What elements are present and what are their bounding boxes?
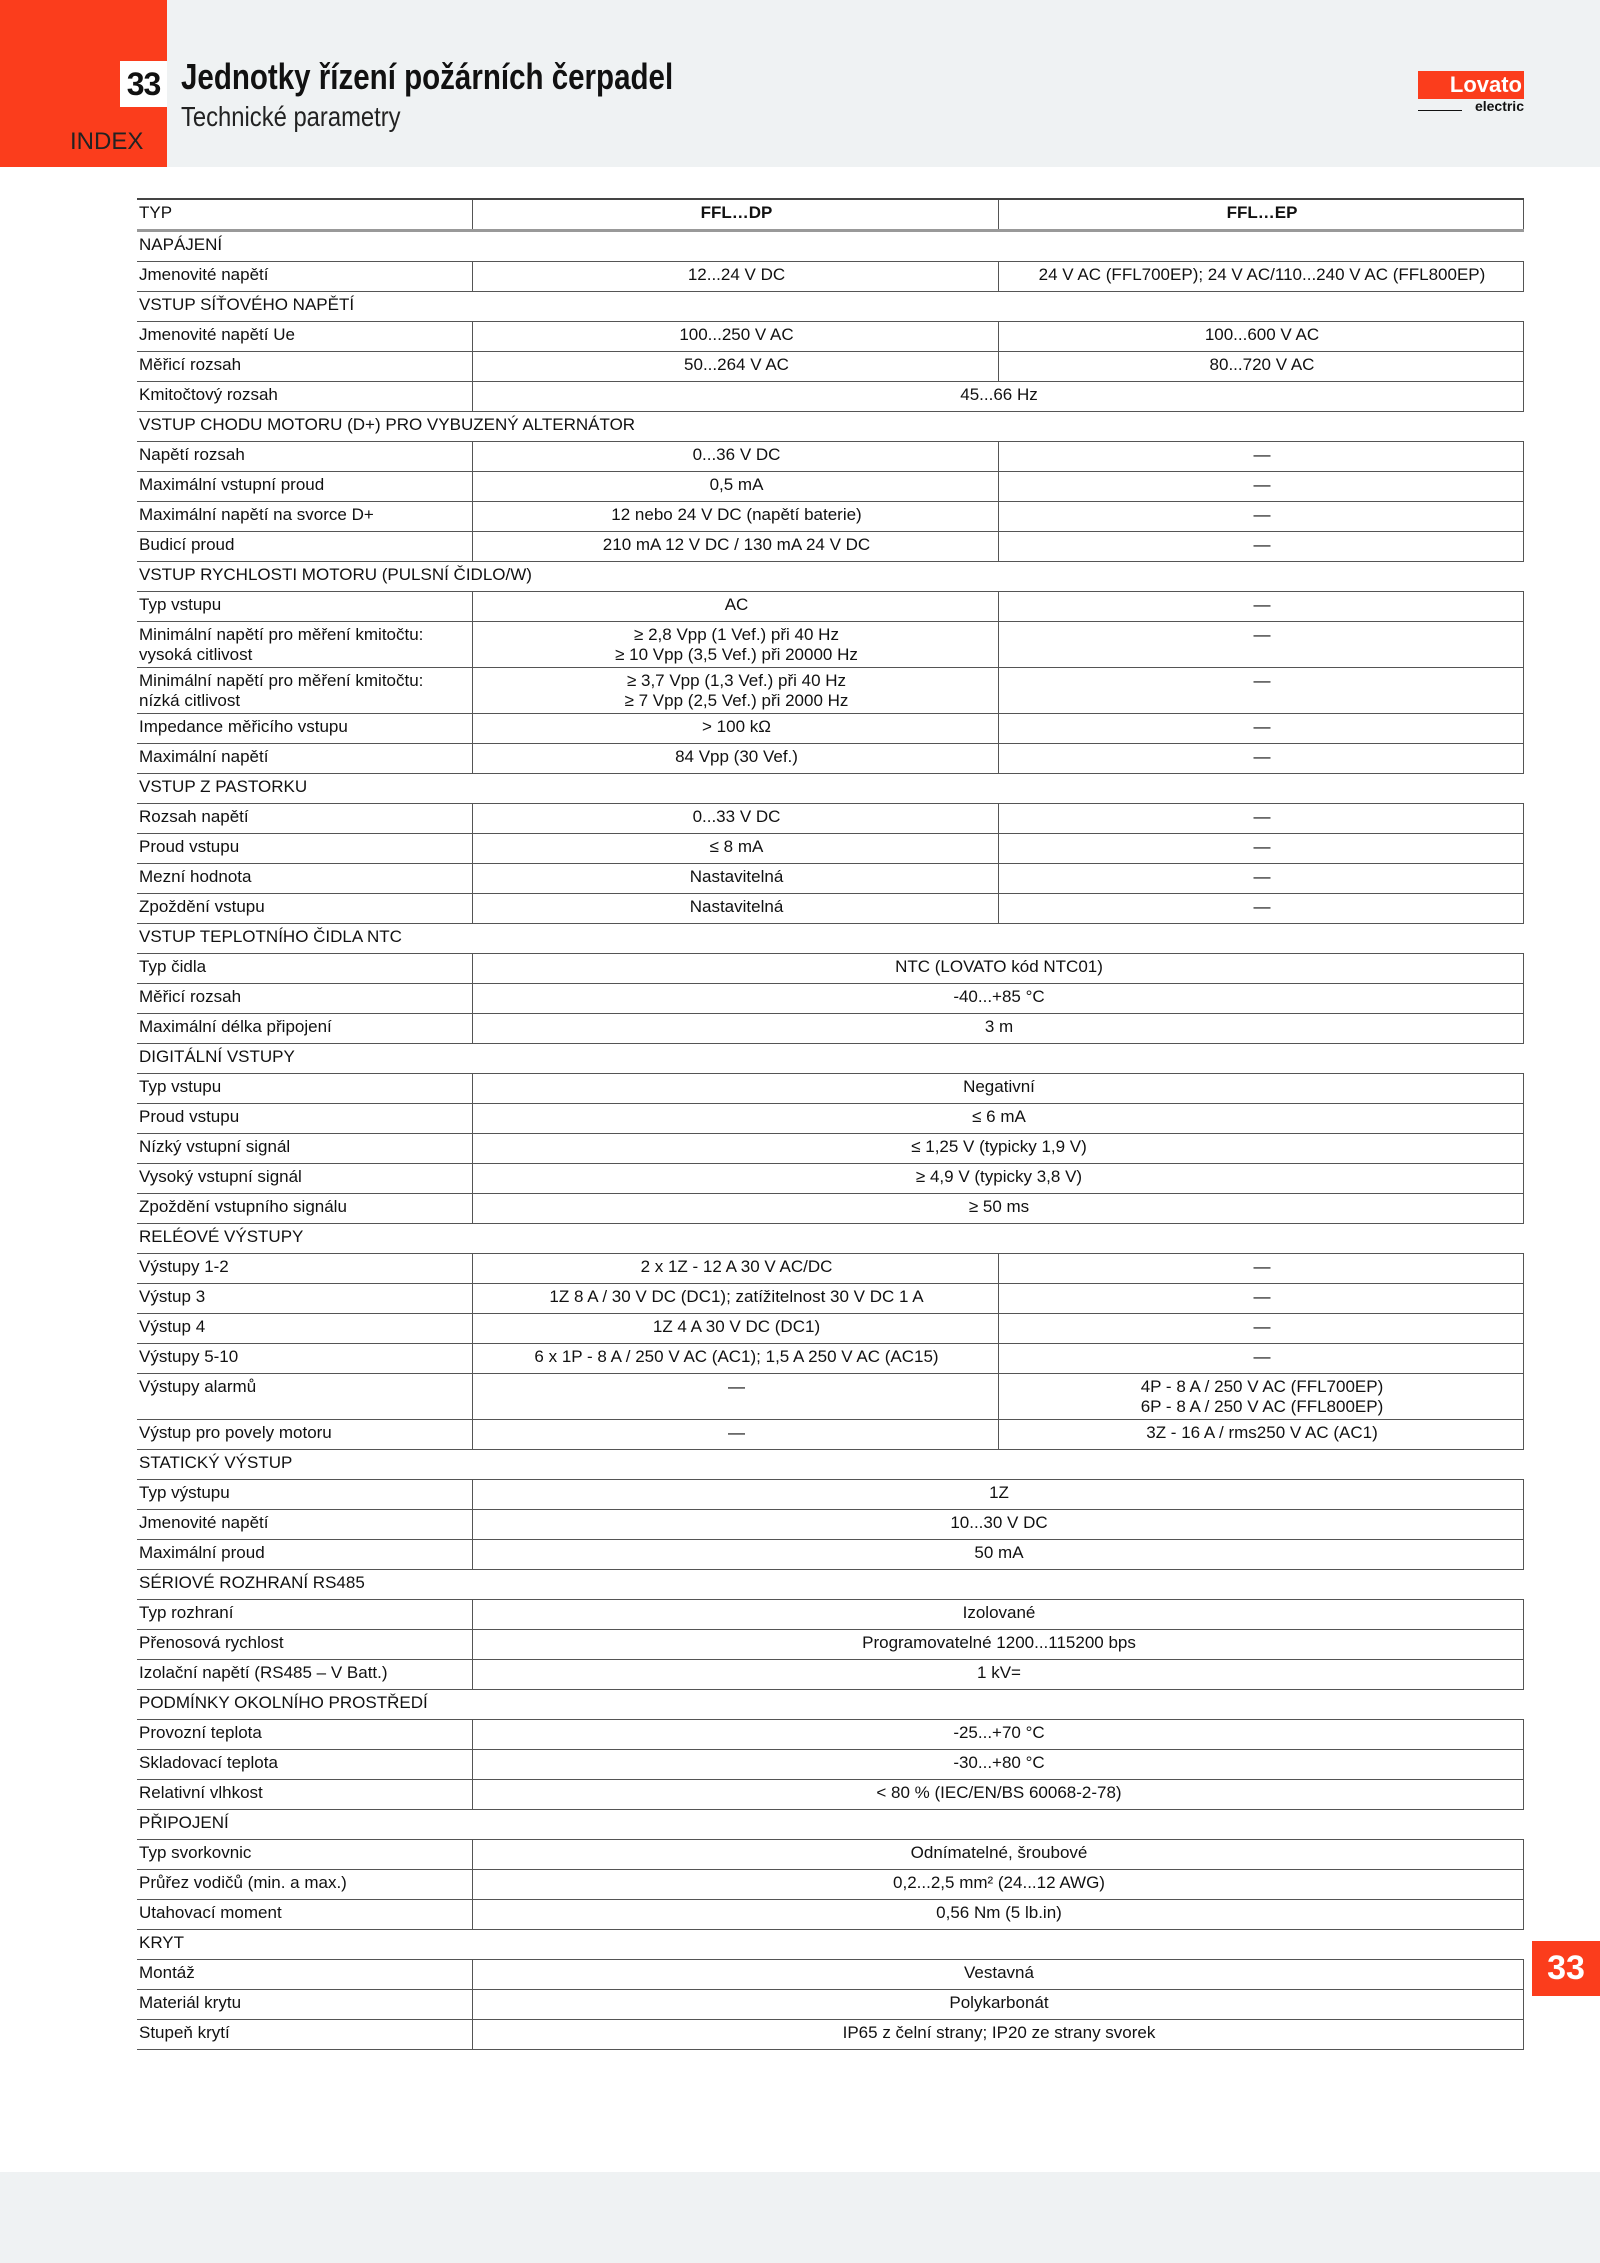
value-ep: — bbox=[999, 1314, 1524, 1344]
value-both: Polykarbonát bbox=[473, 1990, 1524, 2020]
param-label: Proud vstupu bbox=[137, 1104, 473, 1134]
table-row bbox=[137, 592, 1524, 622]
value-both: ≤ 1,25 V (typicky 1,9 V) bbox=[473, 1134, 1524, 1164]
section-label: KRYT bbox=[139, 1933, 185, 1952]
param-label: Zpoždění vstupního signálu bbox=[137, 1194, 473, 1224]
section-label: DIGITÁLNÍ VSTUPY bbox=[139, 1047, 295, 1066]
footer-band bbox=[0, 2172, 1600, 2263]
param-label: Průřez vodičů (min. a max.) bbox=[137, 1870, 473, 1900]
param-label: Výstupy alarmů bbox=[137, 1374, 473, 1420]
param-label: Maximální napětí na svorce D+ bbox=[137, 502, 473, 532]
section-heading bbox=[137, 1450, 1524, 1480]
table-row bbox=[137, 1600, 1524, 1630]
value-dp: 2 x 1Z - 12 A 30 V AC/DC bbox=[473, 1254, 999, 1284]
value-dp: ≤ 8 mA bbox=[473, 834, 999, 864]
param-label: Typ vstupu bbox=[137, 592, 473, 622]
param-label: Jmenovité napětí bbox=[137, 1510, 473, 1540]
value-dp: 12...24 V DC bbox=[473, 262, 999, 292]
table-row bbox=[137, 804, 1524, 834]
section-label: VSTUP Z PASTORKU bbox=[139, 777, 308, 796]
table-row bbox=[137, 472, 1524, 502]
param-label: Maximální délka připojení bbox=[137, 1014, 473, 1044]
section-heading bbox=[137, 1224, 1524, 1254]
value-ep: — bbox=[999, 592, 1524, 622]
value-both: < 80 % (IEC/EN/BS 60068-2-78) bbox=[473, 1780, 1524, 1810]
page-title: Jednotky řízení požárních čerpadel bbox=[181, 56, 674, 97]
value-dp: Nastavitelná bbox=[473, 864, 999, 894]
section-label: RELÉOVÉ VÝSTUPY bbox=[139, 1227, 304, 1246]
value-dp: 50...264 V AC bbox=[473, 352, 999, 382]
value-dp: 84 Vpp (30 Vef.) bbox=[473, 744, 999, 774]
param-label: Typ vstupu bbox=[137, 1074, 473, 1104]
table-row bbox=[137, 1660, 1524, 1690]
table-row bbox=[137, 442, 1524, 472]
value-dp: 0,5 mA bbox=[473, 472, 999, 502]
table-row bbox=[137, 1134, 1524, 1164]
table-header bbox=[137, 199, 1524, 231]
value-both: -30...+80 °C bbox=[473, 1750, 1524, 1780]
param-label: Minimální napětí pro měření kmitočtu: vysoká citlivost bbox=[137, 622, 473, 668]
table-row bbox=[137, 1480, 1524, 1510]
header-ep: FFL…EP bbox=[999, 199, 1524, 231]
value-ep: — bbox=[999, 472, 1524, 502]
header-dp: FFL…DP bbox=[473, 199, 999, 231]
table-row bbox=[137, 1990, 1524, 2020]
table-row bbox=[137, 864, 1524, 894]
param-label: Maximální napětí bbox=[137, 744, 473, 774]
section-heading bbox=[137, 1930, 1524, 1960]
section-label: VSTUP TEPLOTNÍHO ČIDLA NTC bbox=[139, 927, 402, 946]
param-label: Nízký vstupní signál bbox=[137, 1134, 473, 1164]
value-both: 0,56 Nm (5 lb.in) bbox=[473, 1900, 1524, 1930]
param-label: Typ rozhraní bbox=[137, 1600, 473, 1630]
value-ep: 3Z - 16 A / rms250 V AC (AC1) bbox=[999, 1420, 1524, 1450]
section-heading bbox=[137, 292, 1524, 322]
param-label: Relativní vlhkost bbox=[137, 1780, 473, 1810]
value-dp: ≥ 2,8 Vpp (1 Vef.) při 40 Hz ≥ 10 Vpp (3,5 Vef.) při 20000 Hz bbox=[473, 622, 999, 668]
value-ep: — bbox=[999, 1284, 1524, 1314]
value-ep: 80...720 V AC bbox=[999, 352, 1524, 382]
section-label: NAPÁJENÍ bbox=[139, 235, 223, 254]
param-label: Maximální vstupní proud bbox=[137, 472, 473, 502]
param-label: Izolační napětí (RS485 – V Batt.) bbox=[137, 1660, 473, 1690]
section-label: SÉRIOVÉ ROZHRANÍ RS485 bbox=[139, 1573, 365, 1592]
param-label: Zpoždění vstupu bbox=[137, 894, 473, 924]
value-dp: 1Z 8 A / 30 V DC (DC1); zatížitelnost 30 V DC 1 A bbox=[473, 1284, 999, 1314]
value-both: NTC (LOVATO kód NTC01) bbox=[473, 954, 1524, 984]
value-both: 0,2...2,5 mm² (24...12 AWG) bbox=[473, 1870, 1524, 1900]
table-row bbox=[137, 954, 1524, 984]
value-ep: — bbox=[999, 668, 1524, 714]
section-heading bbox=[137, 562, 1524, 592]
param-label: Typ výstupu bbox=[137, 1480, 473, 1510]
table-row bbox=[137, 1840, 1524, 1870]
table-row bbox=[137, 1254, 1524, 1284]
table-row bbox=[137, 894, 1524, 924]
value-ep: — bbox=[999, 442, 1524, 472]
value-ep: — bbox=[999, 502, 1524, 532]
table-row bbox=[137, 714, 1524, 744]
value-dp: AC bbox=[473, 592, 999, 622]
table-row bbox=[137, 668, 1524, 714]
param-label: Výstupy 1-2 bbox=[137, 1254, 473, 1284]
param-label: Typ svorkovnic bbox=[137, 1840, 473, 1870]
value-dp: 1Z 4 A 30 V DC (DC1) bbox=[473, 1314, 999, 1344]
value-both: IP65 z čelní strany; IP20 ze strany svorek bbox=[473, 2020, 1524, 2050]
value-both: 45...66 Hz bbox=[473, 382, 1524, 412]
param-label: Vysoký vstupní signál bbox=[137, 1164, 473, 1194]
param-label: Napětí rozsah bbox=[137, 442, 473, 472]
value-ep: — bbox=[999, 532, 1524, 562]
table-row bbox=[137, 984, 1524, 1014]
table-row bbox=[137, 1720, 1524, 1750]
table-row bbox=[137, 1374, 1524, 1420]
section-heading bbox=[137, 774, 1524, 804]
value-dp: 100...250 V AC bbox=[473, 322, 999, 352]
param-label: Utahovací moment bbox=[137, 1900, 473, 1930]
value-both: 1Z bbox=[473, 1480, 1524, 1510]
table-row bbox=[137, 322, 1524, 352]
param-label: Materiál krytu bbox=[137, 1990, 473, 2020]
value-dp: 0...33 V DC bbox=[473, 804, 999, 834]
table-row bbox=[137, 1750, 1524, 1780]
value-ep: — bbox=[999, 804, 1524, 834]
section-heading bbox=[137, 231, 1524, 262]
value-both: 1 kV= bbox=[473, 1660, 1524, 1690]
param-label: Mezní hodnota bbox=[137, 864, 473, 894]
table-row bbox=[137, 1540, 1524, 1570]
section-heading bbox=[137, 1810, 1524, 1840]
param-label: Skladovací teplota bbox=[137, 1750, 473, 1780]
value-ep: — bbox=[999, 1254, 1524, 1284]
param-label: Výstupy 5-10 bbox=[137, 1344, 473, 1374]
param-label: Typ čidla bbox=[137, 954, 473, 984]
value-ep: — bbox=[999, 744, 1524, 774]
value-ep: 100...600 V AC bbox=[999, 322, 1524, 352]
value-ep: — bbox=[999, 894, 1524, 924]
value-both: 50 mA bbox=[473, 1540, 1524, 1570]
param-label: Jmenovité napětí bbox=[137, 262, 473, 292]
value-dp: 0...36 V DC bbox=[473, 442, 999, 472]
value-ep: — bbox=[999, 714, 1524, 744]
value-both: ≥ 4,9 V (typicky 3,8 V) bbox=[473, 1164, 1524, 1194]
param-label: Stupeň krytí bbox=[137, 2020, 473, 2050]
param-label: Minimální napětí pro měření kmitočtu: nízká citlivost bbox=[137, 668, 473, 714]
table-row bbox=[137, 1194, 1524, 1224]
value-both: -40...+85 °C bbox=[473, 984, 1524, 1014]
value-dp: Nastavitelná bbox=[473, 894, 999, 924]
param-label: Výstup 4 bbox=[137, 1314, 473, 1344]
table-row bbox=[137, 1074, 1524, 1104]
value-both: -25...+70 °C bbox=[473, 1720, 1524, 1750]
value-both: Negativní bbox=[473, 1074, 1524, 1104]
value-ep: — bbox=[999, 834, 1524, 864]
section-heading bbox=[137, 412, 1524, 442]
table-row bbox=[137, 262, 1524, 292]
value-ep: — bbox=[999, 622, 1524, 668]
value-dp: ≥ 3,7 Vpp (1,3 Vef.) při 40 Hz ≥ 7 Vpp (2,5 Vef.) při 2000 Hz bbox=[473, 668, 999, 714]
section-label: STATICKÝ VÝSTUP bbox=[139, 1453, 293, 1472]
param-label: Jmenovité napětí Ue bbox=[137, 322, 473, 352]
value-ep: — bbox=[999, 1344, 1524, 1374]
value-ep: — bbox=[999, 864, 1524, 894]
value-dp: 210 mA 12 V DC / 130 mA 24 V DC bbox=[473, 532, 999, 562]
section-heading bbox=[137, 924, 1524, 954]
table-row bbox=[137, 1870, 1524, 1900]
section-heading bbox=[137, 1044, 1524, 1074]
param-label: Impedance měřicího vstupu bbox=[137, 714, 473, 744]
param-label: Výstup 3 bbox=[137, 1284, 473, 1314]
param-label: Proud vstupu bbox=[137, 834, 473, 864]
table-row bbox=[137, 1960, 1524, 1990]
param-label: Přenosová rychlost bbox=[137, 1630, 473, 1660]
param-label: Budicí proud bbox=[137, 532, 473, 562]
table-row bbox=[137, 1510, 1524, 1540]
table-row bbox=[137, 1344, 1524, 1374]
table-row bbox=[137, 382, 1524, 412]
value-ep: 24 V AC (FFL700EP); 24 V AC/110...240 V AC (FFL800EP) bbox=[999, 262, 1524, 292]
table-row bbox=[137, 1284, 1524, 1314]
value-both: Programovatelné 1200...115200 bps bbox=[473, 1630, 1524, 1660]
param-label: Měřicí rozsah bbox=[137, 984, 473, 1014]
section-label: VSTUP CHODU MOTORU (D+) PRO VYBUZENÝ ALTERNÁTOR bbox=[139, 415, 636, 434]
table-row bbox=[137, 1164, 1524, 1194]
value-dp: — bbox=[473, 1420, 999, 1450]
table-row bbox=[137, 1780, 1524, 1810]
table-row bbox=[137, 834, 1524, 864]
param-label: Maximální proud bbox=[137, 1540, 473, 1570]
value-dp: > 100 kΩ bbox=[473, 714, 999, 744]
chapter-number: 33 bbox=[120, 61, 167, 107]
table-row bbox=[137, 352, 1524, 382]
param-label: Výstup pro povely motoru bbox=[137, 1420, 473, 1450]
value-both: Odnímatelné, šroubové bbox=[473, 1840, 1524, 1870]
table-row bbox=[137, 532, 1524, 562]
value-both: ≤ 6 mA bbox=[473, 1104, 1524, 1134]
section-label: PODMÍNKY OKOLNÍHO PROSTŘEDÍ bbox=[139, 1693, 428, 1712]
section-label: VSTUP RYCHLOSTI MOTORU (PULSNÍ ČIDLO/W) bbox=[139, 565, 532, 584]
table-row bbox=[137, 1420, 1524, 1450]
table-row bbox=[137, 1314, 1524, 1344]
index-link[interactable]: INDEX bbox=[70, 128, 144, 155]
section-heading bbox=[137, 1570, 1524, 1600]
value-ep: 4P - 8 A / 250 V AC (FFL700EP) 6P - 8 A / 250 V AC (FFL800EP) bbox=[999, 1374, 1524, 1420]
table-row bbox=[137, 1900, 1524, 1930]
value-both: Izolované bbox=[473, 1600, 1524, 1630]
table-row bbox=[137, 1014, 1524, 1044]
table-row bbox=[137, 1630, 1524, 1660]
value-both: 3 m bbox=[473, 1014, 1524, 1044]
table-row bbox=[137, 502, 1524, 532]
section-label: PŘIPOJENÍ bbox=[139, 1813, 229, 1832]
section-label: VSTUP SÍŤOVÉHO NAPĚTÍ bbox=[139, 295, 355, 314]
table-row bbox=[137, 2020, 1524, 2050]
lovato-logo: Lovato bbox=[1418, 71, 1524, 99]
param-label: Montáž bbox=[137, 1960, 473, 1990]
value-dp: 12 nebo 24 V DC (napětí baterie) bbox=[473, 502, 999, 532]
page-badge: 33 bbox=[1532, 1941, 1600, 1996]
param-label: Provozní teplota bbox=[137, 1720, 473, 1750]
value-dp: — bbox=[473, 1374, 999, 1420]
header-typ: TYP bbox=[137, 199, 473, 231]
table-row bbox=[137, 744, 1524, 774]
param-label: Měřicí rozsah bbox=[137, 352, 473, 382]
value-both: Vestavná bbox=[473, 1960, 1524, 1990]
value-both: ≥ 50 ms bbox=[473, 1194, 1524, 1224]
lovato-logo-sub: electric bbox=[1418, 98, 1524, 114]
table-row bbox=[137, 622, 1524, 668]
param-label: Rozsah napětí bbox=[137, 804, 473, 834]
page-subtitle: Technické parametry bbox=[181, 101, 401, 132]
section-heading bbox=[137, 1690, 1524, 1720]
value-both: 10...30 V DC bbox=[473, 1510, 1524, 1540]
table-row bbox=[137, 1104, 1524, 1134]
spec-table bbox=[137, 198, 1524, 2050]
value-dp: 6 x 1P - 8 A / 250 V AC (AC1); 1,5 A 250 V AC (AC15) bbox=[473, 1344, 999, 1374]
param-label: Kmitočtový rozsah bbox=[137, 382, 473, 412]
